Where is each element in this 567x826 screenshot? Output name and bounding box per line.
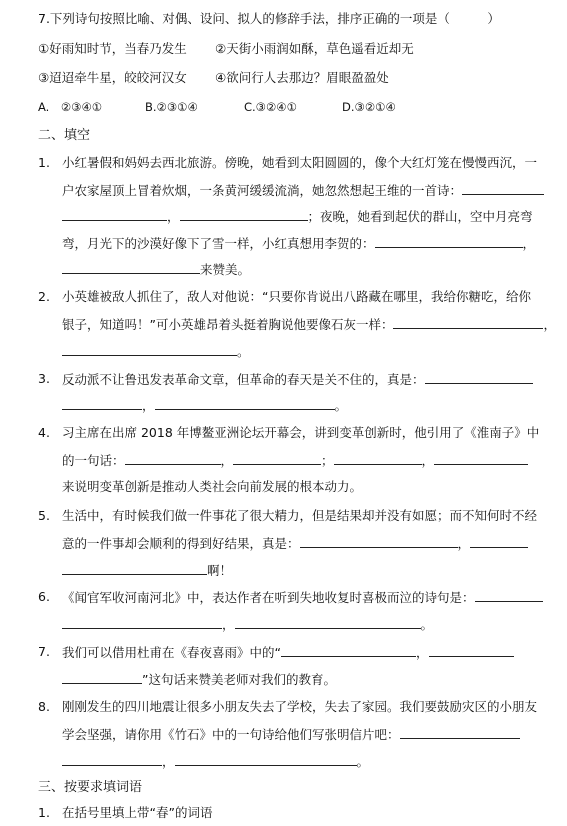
answer-blank[interactable] (233, 451, 321, 465)
item-2-line-1: 小英雄被敌人抓住了，敌人对他说：“只要你肯说出八路藏在哪里，我给你糖吃，给你 (62, 289, 531, 304)
q7-stem: 7.下列诗句按照比喻、对偶、设问、拟人的修辞手法，排序正确的一项是（ ） (38, 11, 500, 26)
item-1-number: 1. (38, 155, 50, 170)
section-2-title: 二、填空 (38, 128, 91, 143)
item-2-number: 2. (38, 289, 50, 304)
answer-blank[interactable] (62, 342, 237, 356)
item-8-line-1: 刚刚发生的四川地震让很多小朋友失去了学校，失去了家园。我们要鼓励灾区的小朋友 (62, 699, 538, 714)
item-7-line-2: ”这句话来赞美老师对我们的教育。 (62, 670, 336, 689)
answer-blank[interactable] (62, 752, 162, 766)
item-6-number: 6. (38, 589, 50, 604)
item-1-line-4: 弯，月光下的沙漠好像下了雪一样，小红真想用李贺的： ， (62, 236, 536, 251)
section-3-item-1-text: 在括号里填上带“春”的词语 (62, 805, 213, 820)
section-3-item-1-number: 1. (38, 805, 50, 820)
item-5-number: 5. (38, 508, 50, 523)
item-4-line-1: 习主席在出席 2018 年博鳌亚洲论坛开幕会，讲到变革创新时，他引用了《淮南子》中 (62, 425, 540, 440)
item-1-line-1: 小红暑假和妈妈去西北旅游。傍晚，她看到太阳圆圆的，像个大红灯笼在慢慢西沉，一 (62, 155, 538, 170)
item-8-line-3: ， 。 (62, 752, 369, 771)
item-3-line-1: 反动派不让鲁迅发表革命文章，但革命的春天是关不住的，真是： (62, 370, 533, 389)
item-4-line-3: 来说明变革创新是推动人类社会向前发展的根本动力。 (62, 479, 363, 494)
item-7-line-1: 我们可以借用杜甫在《春夜喜雨》中的“ ， (62, 643, 514, 662)
answer-blank[interactable] (375, 234, 523, 248)
item-5-line-1: 生活中，有时候我们做一件事花了很大精力，但是结果却并没有如愿；而不知何时不经 (62, 508, 538, 523)
answer-blank[interactable] (281, 643, 416, 657)
answer-blank[interactable] (462, 181, 544, 195)
item-2-line-2: 银子，知道吗！”可小英雄昂着头挺着胸说他要像石灰一样： ， (62, 317, 556, 332)
q7-option-1: ①好雨知时节，当春乃发生 (38, 41, 187, 56)
answer-blank[interactable] (334, 451, 422, 465)
answer-blank[interactable] (62, 670, 142, 684)
answer-blank[interactable] (425, 370, 533, 384)
answer-blank[interactable] (429, 643, 514, 657)
answer-blank[interactable] (400, 725, 520, 739)
item-4-line-2: 的一句话： ， ； ， (62, 451, 528, 470)
answer-blank[interactable] (155, 396, 335, 410)
answer-blank[interactable] (300, 534, 458, 548)
item-3-number: 3. (38, 371, 50, 386)
item-6-line-2: ， 。 (62, 615, 433, 634)
answer-blank[interactable] (62, 207, 167, 221)
answer-blank[interactable] (62, 396, 142, 410)
item-8-line-2: 学会坚强，请你用《竹石》中的一句诗给他们写张明信片吧： (62, 725, 520, 744)
answer-blank[interactable] (62, 615, 222, 629)
item-4-number: 4. (38, 425, 50, 440)
answer-blank[interactable] (475, 588, 543, 602)
item-8-number: 8. (38, 699, 50, 714)
answer-blank[interactable] (434, 451, 528, 465)
item-5-line-3: 啊！ (62, 561, 232, 580)
item-3-line-2: ， 。 (62, 396, 347, 415)
q7-option-2: ②天街小雨润如酥，草色遥看近却无 (215, 41, 414, 56)
answer-blank[interactable] (62, 260, 200, 274)
section-3-title: 三、按要求填词语 (38, 780, 143, 795)
q7-choice-d[interactable]: D.③②①④ (342, 100, 396, 114)
q7-choice-b[interactable]: B.②③①④ (145, 100, 198, 114)
answer-blank[interactable] (470, 534, 528, 548)
answer-blank[interactable] (393, 315, 543, 329)
q7-option-3: ③迢迢牵牛星，皎皎河汉女 (38, 70, 187, 85)
answer-blank[interactable] (180, 207, 308, 221)
item-6-line-1: 《闻官军收河南河北》中，表达作者在听到失地收复时喜极而泣的诗句是： (62, 588, 543, 607)
item-2-line-3: 。 (62, 342, 250, 361)
answer-blank[interactable] (235, 615, 421, 629)
q7-option-4: ④欲问行人去那边？眉眼盈盈处 (215, 70, 389, 85)
answer-blank[interactable] (125, 451, 221, 465)
item-1-line-2: 户农家屋顶上冒着炊烟，一条黄河缓缓流淌，她忽然想起王维的一首诗： (62, 181, 544, 200)
answer-blank[interactable] (175, 752, 357, 766)
item-5-line-2: 意的一件事却会顺利的得到好结果，真是： ， (62, 534, 528, 553)
q7-choice-c[interactable]: C.③②④① (244, 100, 297, 114)
item-7-number: 7. (38, 644, 50, 659)
answer-blank[interactable] (62, 561, 207, 575)
q7-choice-a[interactable]: A. ②③④① (38, 100, 103, 114)
item-1-line-3: ， ；夜晚，她看到起伏的群山，空中月亮弯 (62, 207, 533, 226)
item-1-line-5: 来赞美。 (62, 260, 250, 279)
